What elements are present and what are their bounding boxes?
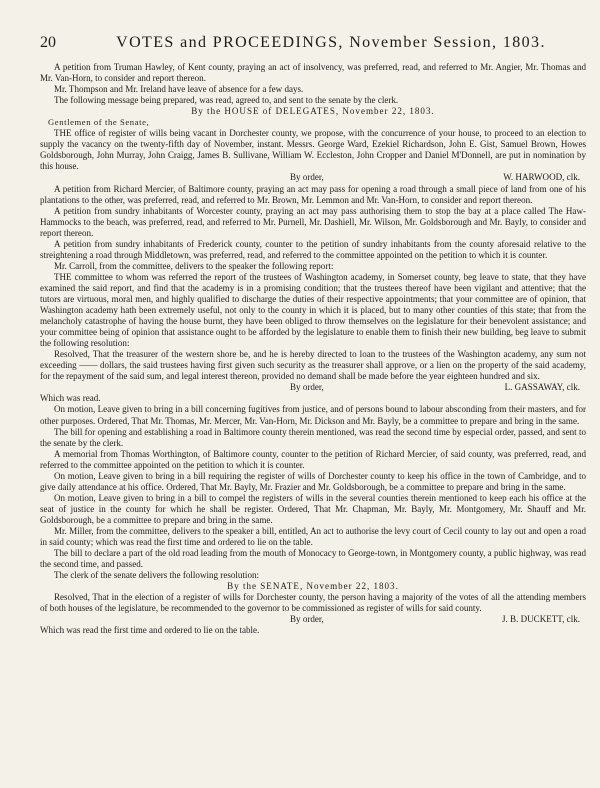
by-order: By order, (290, 172, 324, 183)
paragraph: Mr. Miller, from the committee, delivers to the speaker a bill, entitled, An act to authorise the levy court of Cecil county to lay out and open a road in said county; which was read the first time and ordered to lie on the table. (40, 525, 586, 548)
paragraph: On motion, Leave given to bring in a bill requiring the register of wills of Dorchester county to keep his office in the town of Cambridge, and to give daily attendance at his office. Ordered, That Mr. Bayly, Mr. Frazier and Mr. Goldsborough, be a committee to prepare and bring in the same. (40, 470, 586, 492)
signature-name: J. B. DUCKETT, clk. (502, 614, 580, 625)
page-header (40, 34, 586, 62)
paragraph: A petition from Truman Hawley, of Kent county, praying an act of insolvency, was preferred, read, and referred to Mr. Angier, Mr. Thomas and Mr. Van-Horn, to consider and report thereon. (40, 62, 586, 84)
paragraph: On motion, Leave given to bring in a bill to compel the registers of wills in the several counties therein mentioned to keep each his office at the seat of justice in the county for which he shall be register. Ordered, That Mr. Chapman, Mr. Bayly, Mr. Montgomery, Mr. Shauff and Mr. Goldsborough, be a committee to prepare and bring in the same. (40, 492, 586, 525)
paragraph: Which was read. (40, 393, 101, 404)
paragraph: THE committee to whom was referred the report of the trustees of Washington academy, in Somerset county, beg leave to state, that they have examined the said report, and find that the academy is in a promising condition; that the trustees thereof have been vigilant and attentive; that the tutors are virtuous, moral men, and highly qualified to discharge the duties of their respective appointments; that your committee are of opinion, that Washington academy hath been extremely useful, not only to the county in which it is placed, but to many other counties of this state; that from the melancholy catastrophe of having the house burnt, they have been obliged to throw themselves on the legislature for their benevolent assistance; and your committee being of opinion that assistance ought to be afforded by the legislature to enable them to finish their new building, beg leave to submit the following resolution: (40, 271, 586, 349)
by-order: By order, (290, 614, 324, 625)
salutation: Gentlemen of the Senate, (48, 117, 150, 128)
signature-name: W. HARWOOD, clk. (503, 172, 580, 183)
paragraph: A petition from sundry inhabitants of Worcester county, praying an act may pass authorising them to stop the bay at a place called The Haw-Hammocks to the beach, was preferred, read, and referred to Mr. Purnell, Mr. Dashiell, Mr. Wilson, Mr. Goldsborough and Mr. Bayly, to consider and report thereon. (40, 205, 586, 238)
paragraph: The bill to declare a part of the old road leading from the mouth of Monocacy to George-town, in Montgomery county, a public highway, was read the second time, and passed. (40, 548, 586, 570)
paragraph: Which was read the first time and ordered to lie on the table. (40, 625, 260, 636)
paragraph: A petition from sundry inhabitants of Frederick county, counter to the petition of sundry inhabitants from the county aforesaid relative to the streightening a road through Middletown, was preferred, read, and referred to the committee appointed on the petition to which it is counter. (40, 238, 586, 260)
section-heading: By the SENATE, November 22, 1803. (227, 581, 399, 592)
signature-name: L. GASSAWAY, clk. (504, 382, 580, 393)
paragraph: The following message being prepared, was read, agreed to, and sent to the senate by the clerk. (54, 95, 399, 106)
section-heading: By the HOUSE of DELEGATES, November 22, 1803. (191, 106, 435, 117)
paragraph: A petition from Richard Mercier, of Baltimore county, praying an act may pass for opening a road through a small piece of land from one of his plantations to the other, was preferred, read, and referred to Mr. Brown, Mr. Lemmon and Mr. Van-Horn, to consider and report thereon. (40, 183, 586, 205)
paragraph: The clerk of the senate delivers the following resolution: (54, 570, 259, 581)
running-title: VOTES and PROCEEDINGS, November Session, 1803. (116, 34, 546, 51)
paragraph: On motion, Leave given to bring in a bill concerning fugitives from justice, and of persons bound to labour absconding from their masters, and for other purposes. Ordered, That Mr. Thomas, Mr. Mercer, Mr. Van-Horn, Mr. Dickson and Mr. Bayly, be a committee to prepare and bring in the same. (40, 404, 586, 426)
page-number: 20 (40, 34, 56, 51)
signature-line (290, 382, 586, 393)
signature-line (290, 614, 586, 625)
paragraph: Mr. Thompson and Mr. Ireland have leave of absence for a few days. (54, 84, 304, 95)
signature-line (290, 172, 586, 183)
paragraph: The bill for opening and establishing a road in Baltimore county therein mentioned, was read the second time by especial order, passed, and sent to the senate by the clerk. (40, 426, 586, 448)
by-order: By order, (290, 382, 324, 393)
paragraph: A memorial from Thomas Worthington, of Baltimore county, counter to the petition of Richard Mercier, of said county, was preferred, read, and referred to the committee appointed on the petition to which it is counter. (40, 448, 586, 470)
resolution: Resolved, That the treasurer of the western shore be, and he is hereby directed to loan to the trustees of the Washington academy, any sum not exceeding —— dollars, the said trustees having first given such security as the treasurer shall approve, or a lien on the property of the said academy, for the repayment of the said sum, and legal interest thereon, provided no demand shall be made before the year eighteen hundred and six. (40, 349, 586, 382)
paragraph: Mr. Carroll, from the committee, delivers to the speaker the following report: (54, 260, 334, 271)
paragraph: THE office of register of wills being vacant in Dorchester county, we propose, with the concurrence of your house, to proceed to an election to supply the vacancy on the twenty-fifth day of November, instant. Messrs. George Ward, Ezekiel Richardson, John E. Gist, Samuel Brown, Howes Goldsborough, John Murray, John Craigg, James B. Sullivane, William W. Eccleston, John Cropper and Daniel M'Donnell, are put in nomination by this house. (40, 128, 586, 172)
document-body (40, 62, 586, 636)
resolution: Resolved, That in the election of a register of wills for Dorchester county, the person having a majority of the votes of all the attending members of both houses of the legislature, be recommended to the governor to be commissioned as register of wills for said county. (40, 592, 586, 614)
